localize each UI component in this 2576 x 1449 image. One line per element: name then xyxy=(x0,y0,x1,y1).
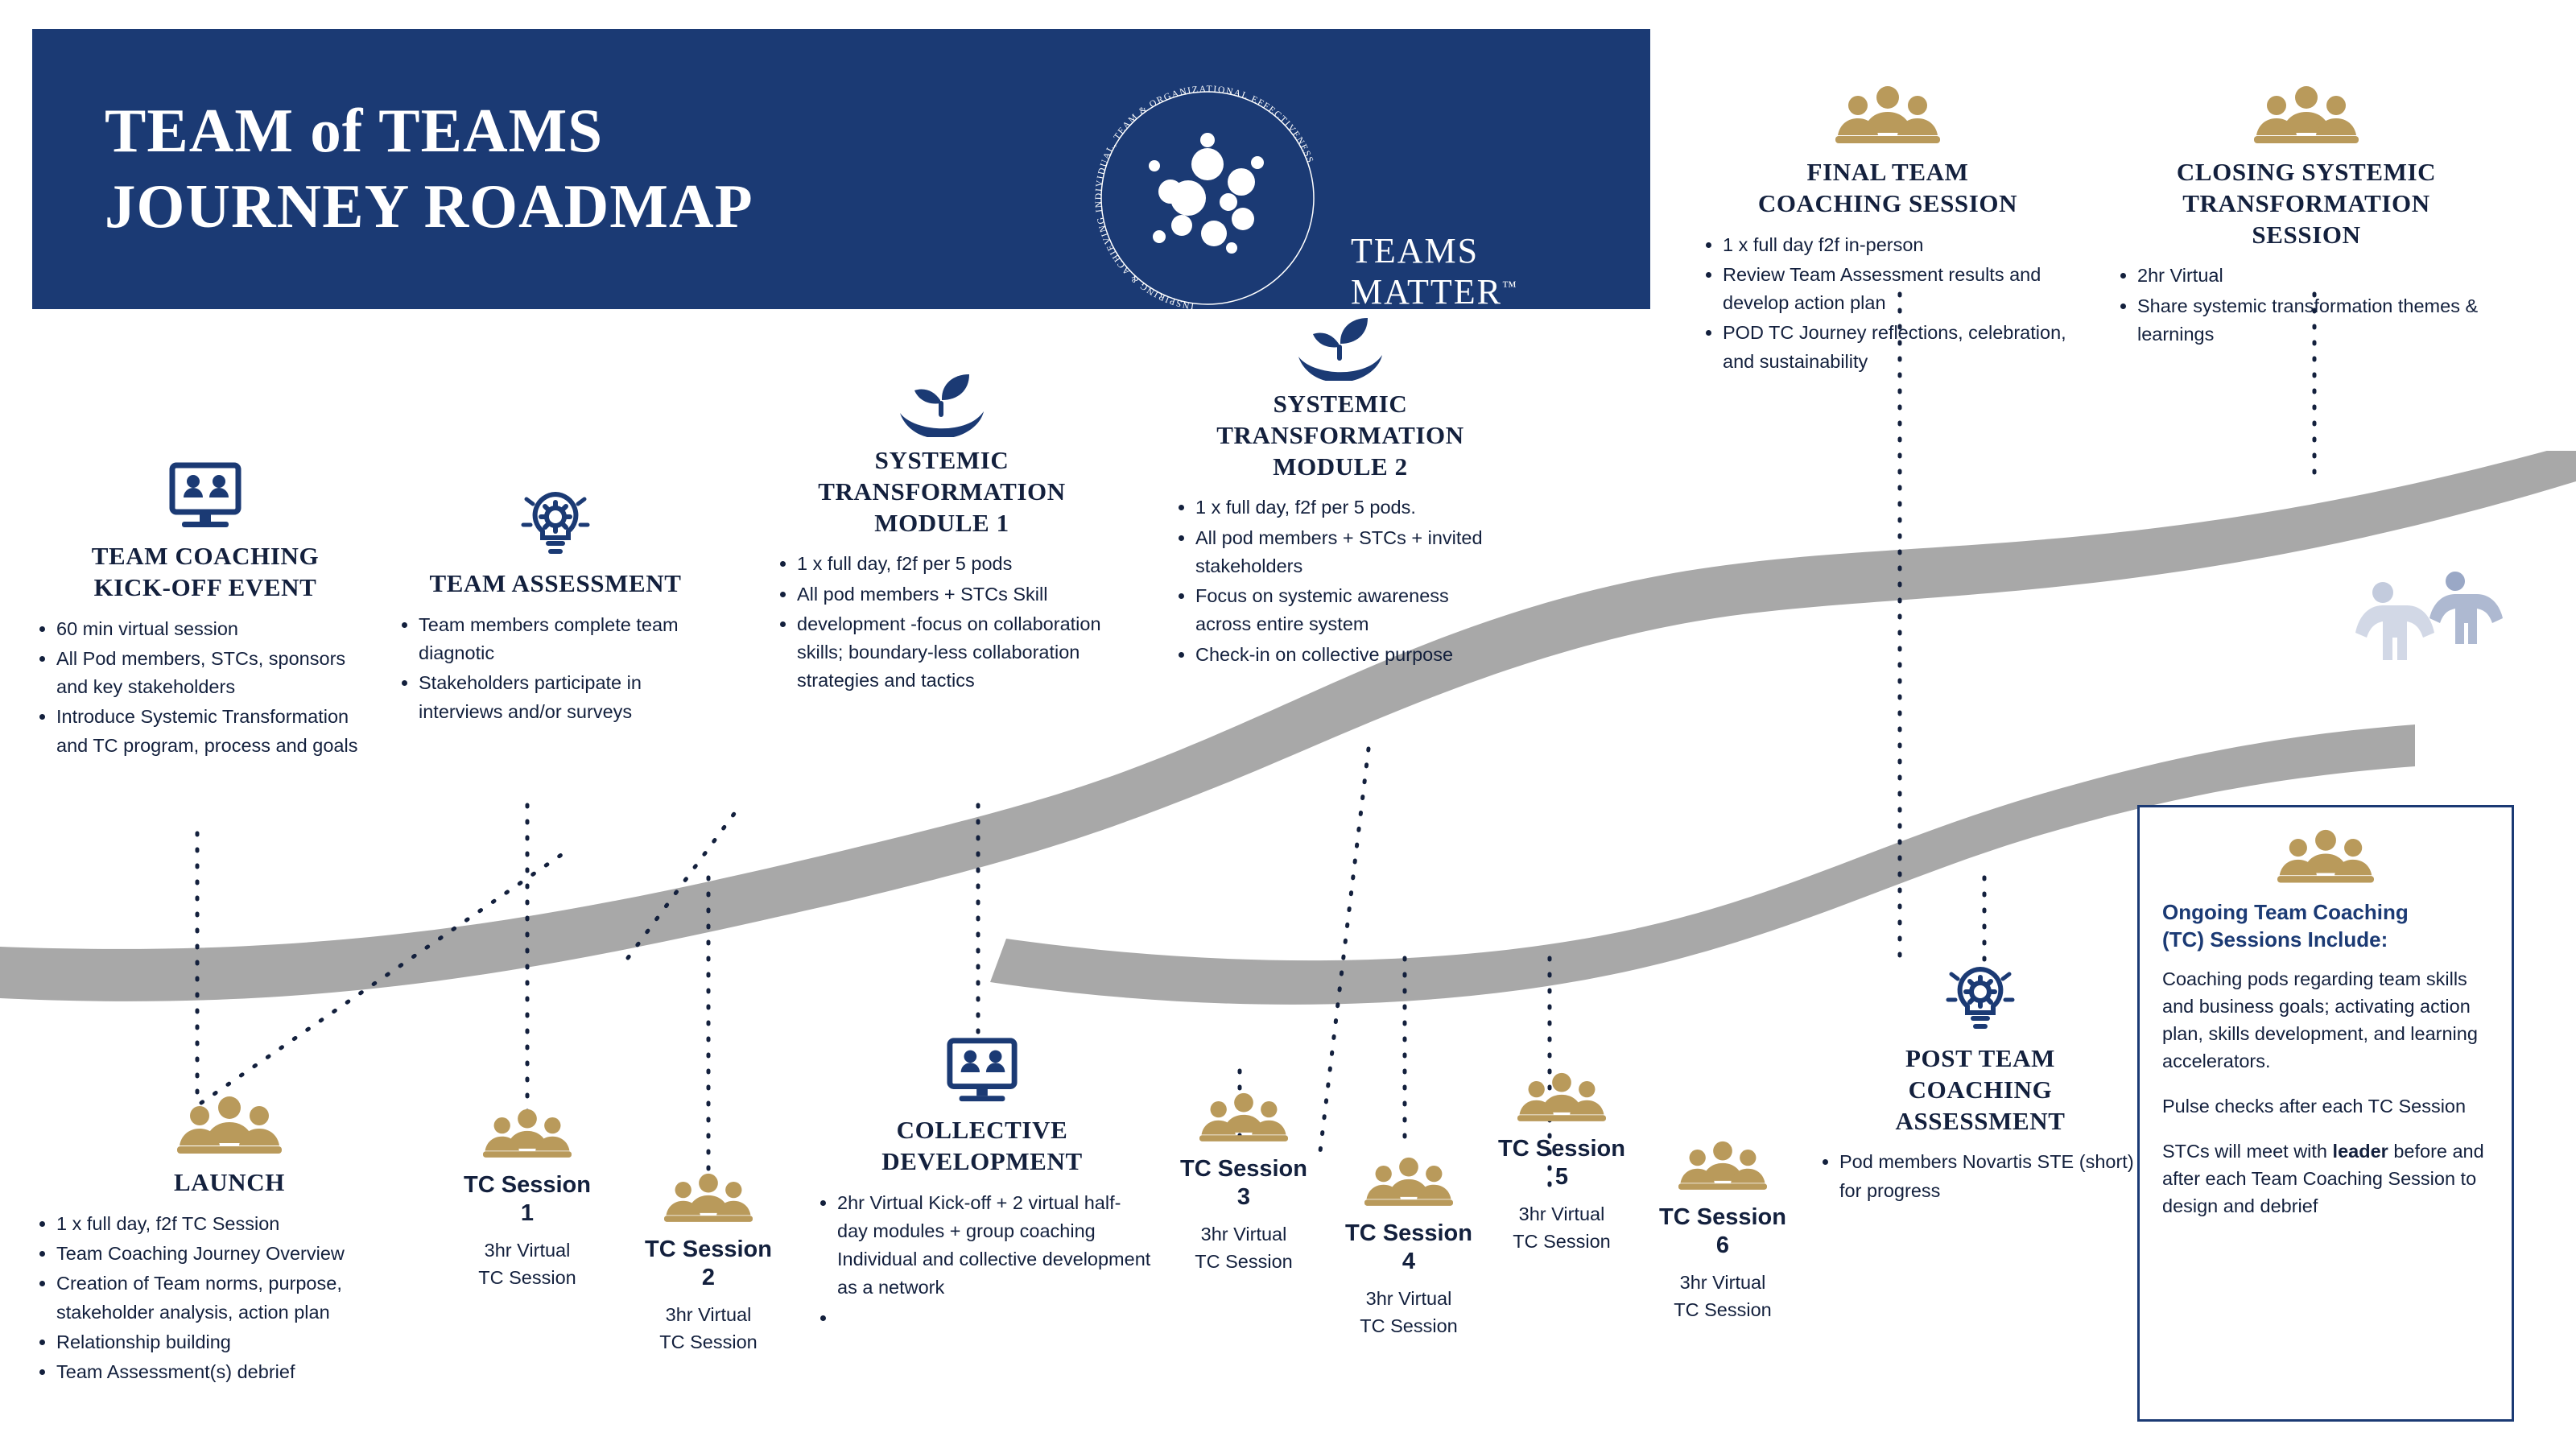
page-title-line2: JOURNEY ROADMAP xyxy=(105,171,753,241)
ongoing-p3-pre: STCs will meet with xyxy=(2162,1140,2333,1162)
lightbulb-gear-icon xyxy=(1942,958,2019,1035)
node-tc-session-3 xyxy=(1151,1091,1336,1275)
node-tc-session-5-title xyxy=(1469,1135,1654,1192)
list-item: • Relationship building xyxy=(56,1328,427,1356)
list-item: • development -focus on collaboration skills; boundary-less collaboration strategies and tactics xyxy=(797,610,1111,696)
node-tc-session-3-sub xyxy=(1151,1220,1336,1275)
node-tc-session-1 xyxy=(435,1107,620,1291)
node-collective-development-title xyxy=(813,1115,1151,1178)
list-item: • 1 x full day, f2f per 5 pods. xyxy=(1195,493,1509,522)
node-tc-session-6-title xyxy=(1630,1203,1815,1261)
ongoing-panel-heading xyxy=(2162,899,2489,954)
sprout-hand-icon xyxy=(1292,310,1389,381)
node-final-team-coaching-title xyxy=(1699,157,2077,220)
lightbulb-gear-icon xyxy=(517,483,594,560)
node-tc-session-2 xyxy=(616,1171,801,1356)
node-post-assessment-bullets xyxy=(1815,1148,2145,1205)
tc-session-number: 6 xyxy=(1715,1232,1730,1259)
list-item: • All pod members + STCs + invited stakeholders xyxy=(1195,524,1509,581)
node-module-2-bullets xyxy=(1171,493,1509,669)
node-closing-title-line1: CLOSING SYSTEMIC xyxy=(2176,158,2437,186)
node-launch-title: LAUNCH xyxy=(174,1168,285,1196)
node-tc-session-1-title xyxy=(435,1171,620,1228)
node-tc-session-1-sub xyxy=(435,1236,620,1291)
list-item: • 2hr Virtual xyxy=(2137,262,2500,290)
team-group-icon xyxy=(177,1095,282,1159)
node-tc-session-6-sub xyxy=(1630,1269,1815,1323)
ongoing-paragraph-2: Pulse checks after each TC Session xyxy=(2162,1095,2467,1117)
node-module-2-title-line3: MODULE 2 xyxy=(1273,452,1408,481)
tc-session-label: TC Session xyxy=(645,1236,772,1262)
node-tc-session-2-title xyxy=(616,1236,801,1293)
node-tc-session-4-sub xyxy=(1316,1285,1501,1340)
node-closing-title-line3: SESSION xyxy=(2252,220,2361,249)
node-kickoff xyxy=(32,459,378,762)
node-post-assessment-title xyxy=(1815,1043,2145,1137)
tc-session-sub-line1: 3hr Virtual xyxy=(1200,1223,1287,1245)
tc-session-label: TC Session xyxy=(1498,1136,1625,1162)
tc-session-number: 3 xyxy=(1236,1184,1251,1211)
node-collective-development xyxy=(813,1034,1151,1334)
node-module-2 xyxy=(1171,310,1509,671)
ongoing-paragraph-1: Coaching pods regarding team skills and business goals; activating action plan, skills development, and learning accelerators. xyxy=(2162,968,2478,1071)
team-group-icon xyxy=(1678,1139,1767,1195)
node-collective-development-bullets xyxy=(813,1189,1151,1332)
node-post-title-line2: COACHING xyxy=(1908,1075,2053,1104)
tc-session-label: TC Session xyxy=(1345,1220,1472,1246)
list-item: • 1 x full day, f2f per 5 pods xyxy=(797,550,1111,578)
tc-session-sub-line2: TC Session xyxy=(1513,1230,1611,1252)
node-closing-session-title xyxy=(2113,157,2500,250)
list-item: • Team members complete team diagnotic xyxy=(419,611,716,668)
tc-session-sub-line2: TC Session xyxy=(659,1331,758,1352)
list-item: • 1 x full day f2f in-person xyxy=(1723,231,2077,259)
tc-session-sub-line1: 3hr Virtual xyxy=(1518,1203,1605,1224)
node-tc-session-5-sub xyxy=(1469,1200,1654,1255)
logo-ring-text: INSPIRING & ACHIEVING INDIVIDUAL, TEAM & ORGANIZATIONAL EFFECTIVENESS xyxy=(1093,84,1315,311)
tc-session-sub-line1: 3hr Virtual xyxy=(1679,1271,1766,1293)
node-tc-session-5 xyxy=(1469,1071,1654,1255)
team-group-icon xyxy=(1364,1155,1453,1212)
tc-session-number: 4 xyxy=(1402,1249,1416,1275)
node-module-1 xyxy=(773,366,1111,697)
node-module-1-title xyxy=(773,445,1111,539)
tc-session-label: TC Session xyxy=(1180,1156,1307,1182)
list-item: • Share systemic transformation themes & learnings xyxy=(2137,292,2500,349)
node-closing-session xyxy=(2113,85,2500,350)
node-kickoff-title-line2: KICK-OFF EVENT xyxy=(93,572,317,601)
node-collective-title-line1: COLLECTIVE xyxy=(896,1116,1068,1144)
list-item: • Creation of Team norms, purpose, stakeholder analysis, action plan xyxy=(56,1269,427,1327)
ongoing-heading-line2: (TC) Sessions Include: xyxy=(2162,927,2388,952)
tc-session-number: 1 xyxy=(520,1200,535,1227)
node-kickoff-title-line1: TEAM COACHING xyxy=(91,542,320,570)
node-post-assessment xyxy=(1815,958,2145,1207)
team-group-icon xyxy=(1199,1091,1288,1147)
logo-trademark: ™ xyxy=(1502,278,1518,295)
list-item: • All Pod members, STCs, sponsors and key stakeholders xyxy=(56,645,378,702)
node-launch xyxy=(32,1095,427,1388)
tc-session-sub-line1: 3hr Virtual xyxy=(1365,1287,1452,1309)
node-team-assessment-title: TEAM ASSESSMENT xyxy=(429,569,682,597)
node-kickoff-bullets xyxy=(32,615,378,760)
node-team-assessment-bullets xyxy=(394,611,716,726)
team-group-icon xyxy=(1517,1071,1606,1127)
team-group-icon xyxy=(483,1107,572,1163)
node-final-title-line2: COACHING SESSION xyxy=(1757,188,2018,217)
sprout-hand-icon xyxy=(894,366,990,437)
list-item: • Stakeholders participate in interviews and/or surveys xyxy=(419,669,716,726)
video-call-icon xyxy=(161,459,250,533)
node-module-1-bullets xyxy=(773,550,1111,695)
ongoing-tc-sessions-panel xyxy=(2137,805,2514,1422)
team-group-icon xyxy=(664,1171,753,1228)
list-item: • 60 min virtual session xyxy=(56,615,378,643)
list-item: • 2hr Virtual Kick-off + 2 virtual half-day modules + group coaching Individual and collective development as a network xyxy=(837,1189,1151,1302)
video-call-icon xyxy=(939,1034,1026,1107)
page-title-line1: TEAM of TEAMS xyxy=(105,96,604,165)
node-module-2-title-line2: TRANSFORMATION xyxy=(1216,420,1464,449)
node-module-1-title-line2: TRANSFORMATION xyxy=(818,477,1066,506)
logo-wordmark-text: TEAMS MATTER xyxy=(1351,231,1502,312)
tc-session-number: 5 xyxy=(1554,1164,1569,1191)
list-item: • Team Coaching Journey Overview xyxy=(56,1240,427,1268)
list-item: • Pod members Novartis STE (short) for progress xyxy=(1839,1148,2145,1205)
list-item: • Introduce Systemic Transformation and TC program, process and goals xyxy=(56,703,378,760)
tc-session-sub-line2: TC Session xyxy=(478,1266,576,1288)
tc-session-sub-line2: TC Session xyxy=(1360,1315,1458,1336)
list-item: • Review Team Assessment results and develop action plan xyxy=(1723,261,2077,318)
ongoing-p3-bold: leader xyxy=(2332,1140,2388,1162)
tc-session-sub-line1: 3hr Virtual xyxy=(665,1303,752,1325)
list-item xyxy=(837,1304,1151,1332)
ongoing-paragraph-3 xyxy=(2162,1137,2489,1220)
node-kickoff-title xyxy=(32,541,378,604)
node-launch-bullets xyxy=(32,1210,427,1387)
list-item: • POD TC Journey reflections, celebration, and sustainability xyxy=(1723,319,2077,376)
tc-session-number: 2 xyxy=(701,1265,716,1291)
ongoing-heading-line1: Ongoing Team Coaching xyxy=(2162,900,2409,924)
node-final-team-coaching-bullets xyxy=(1699,231,2077,376)
node-closing-title-line2: TRANSFORMATION xyxy=(2182,188,2430,217)
node-module-2-title-line1: SYSTEMIC xyxy=(1273,390,1408,418)
list-item: • All pod members + STCs Skill xyxy=(797,580,1111,609)
node-collective-title-line2: DEVELOPMENT xyxy=(881,1146,1083,1175)
node-module-2-title xyxy=(1171,389,1509,482)
node-team-assessment xyxy=(394,483,716,728)
list-item: • Check-in on collective purpose xyxy=(1195,641,1509,669)
list-item: • 1 x full day, f2f TC Session xyxy=(56,1210,427,1238)
team-group-icon xyxy=(1835,85,1940,149)
node-post-title-line3: ASSESSMENT xyxy=(1895,1106,2066,1135)
tc-session-sub-line2: TC Session xyxy=(1195,1250,1293,1272)
list-item: • Team Assessment(s) debrief xyxy=(56,1358,427,1386)
tc-session-sub-line2: TC Session xyxy=(1674,1298,1772,1320)
team-group-icon xyxy=(2254,85,2359,149)
node-closing-session-bullets xyxy=(2113,262,2500,349)
ongoing-p3-post: before and after each Team Coaching Session to design and debrief xyxy=(2162,1140,2484,1217)
list-item: • Focus on systemic awareness across entire system xyxy=(1195,582,1509,639)
node-tc-session-2-sub xyxy=(616,1301,801,1356)
tc-session-label: TC Session xyxy=(1659,1204,1786,1230)
node-tc-session-3-title xyxy=(1151,1155,1336,1212)
node-module-1-title-line3: MODULE 1 xyxy=(874,508,1009,537)
tc-session-sub-line1: 3hr Virtual xyxy=(484,1239,571,1261)
team-group-icon xyxy=(2277,828,2374,888)
node-post-title-line1: POST TEAM xyxy=(1905,1044,2055,1072)
node-final-team-coaching xyxy=(1699,85,2077,378)
node-module-1-title-line1: SYSTEMIC xyxy=(874,446,1009,474)
node-final-title-line1: FINAL TEAM xyxy=(1806,158,1969,186)
tc-session-label: TC Session xyxy=(464,1172,591,1198)
node-tc-session-6 xyxy=(1630,1139,1815,1323)
